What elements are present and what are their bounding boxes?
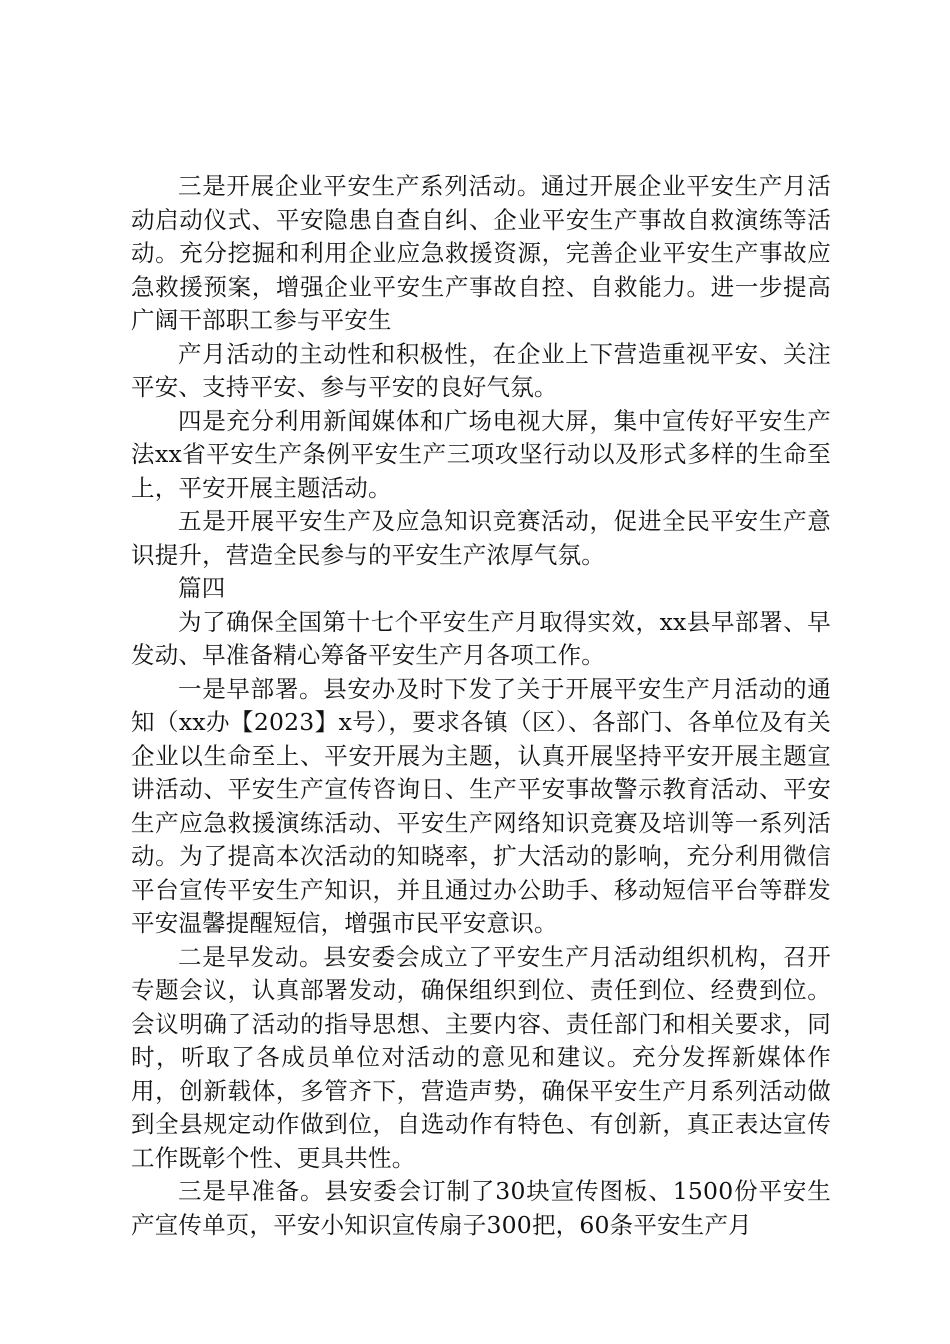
paragraph-early-deployment: 一是早部署。县安办及时下发了关于开展平安生产月活动的通知（xx办【2023】x号），要求各镇（区）、各部门、各单位及有关企业以生命至上、平安开展为主题，认真开展坚持平安开展主题宣讲活动、平安生产宣传咨询日、生产平安事故警示教育活动、平安生产应急救援演练活动、平安生产网络知识竞赛及培训等一系列活动。为了提高本次活动的知晓率，扩大活动的影响，充分利用微信平台宣传平安生产知识，并且通过办公助手、移动短信平台等群发平安温馨提醒短信，增强市民平安意识。 [131, 674, 831, 937]
section-heading: 篇四 [178, 574, 226, 602]
paragraph-early-preparation: 三是早准备。县安委会订制了30块宣传图板、1500份平安生产宣传单页，平安小知识宣传扇子300把，60条平安生产月 [131, 1177, 831, 1239]
paragraph-media-publicity: 四是充分利用新闻媒体和广场电视大屏，集中宣传好平安生产法xx省平安生产条例平安生产三项攻坚行动以及形式多样的生命至上，平安开展主题活动。 [131, 406, 831, 502]
paragraph-early-mobilization: 二是早发动。县安委会成立了平安生产月活动组织机构，召开专题会议，认真部署发动，确保组织到位、责任到位、经费到位。会议明确了活动的指导思想、主要内容、责任部门和相关要求，同时，听取了各成员单位对活动的意见和建议。充分发挥新媒体作用，创新载体，多管齐下，营造声势，确保平安生产月系列活动做到全县规定动作做到位，自选动作有特色、有创新，真正表达宣传工作既彰个性、更具共性。 [131, 942, 831, 1172]
paragraph-section-intro: 为了确保全国第十七个平安生产月取得实效，xx县早部署、早发动、早准备精心筹备平安生产月各项工作。 [131, 607, 831, 669]
paragraph-knowledge-contest: 五是开展平安生产及应急知识竞赛活动，促进全民平安生产意识提升，营造全民参与的平安生产浓厚气氛。 [131, 507, 831, 569]
document-body [131, 170, 831, 1242]
paragraph-activities-series: 三是开展企业平安生产系列活动。通过开展企业平安生产月活动启动仪式、平安隐患自查自纠、企业平安生产事故自救演练等活动。充分挖掘和利用企业应急救援资源，完善企业平安生产事故应急救援预案，增强企业平安生产事故自控、自救能力。进一步提高广阔干部职工参与平安生 [131, 172, 831, 334]
paragraph-activities-continued: 产月活动的主动性和积极性，在企业上下营造重视平安、关注平安、支持平安、参与平安的良好气氛。 [131, 339, 831, 401]
